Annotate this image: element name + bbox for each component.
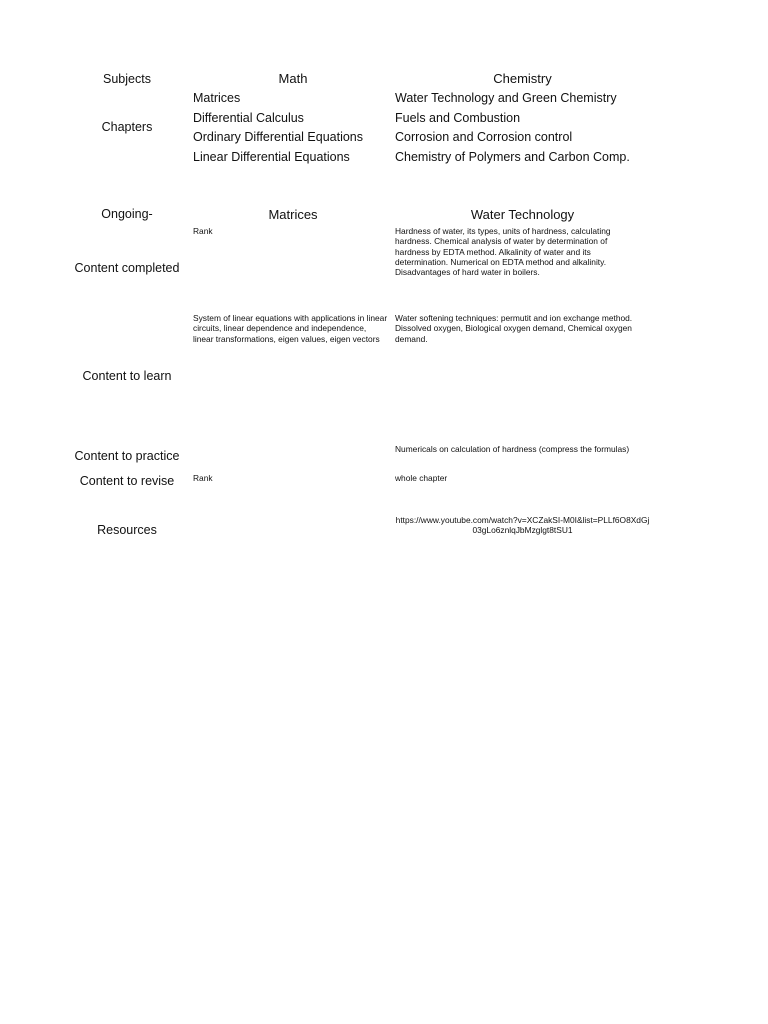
chemistry-chapter-list [395, 89, 650, 167]
chemistry-chapter-item: Fuels and Combustion [395, 110, 521, 125]
math-chapter-item: Matrices [193, 91, 241, 105]
chemistry-resource-link[interactable]: https://www.youtube.com/watch?v=XCZakSI-M0I&list=PLLf6O8XdGj03gLo6znlqJbMzglgt8tSU1 [395, 515, 650, 536]
chemistry-chapter-item: Water Technology and Green Chemistry [395, 91, 617, 105]
chemistry-subject-header: Chemistry [493, 71, 552, 86]
math-subject-header: Math [278, 71, 308, 86]
label-resources: Resources [97, 523, 157, 537]
chemistry-content-to-revise: whole chapter [395, 473, 448, 483]
math-content-to-revise: Rank [193, 473, 213, 483]
math-content-to-learn: System of linear equations with applications in linear circuits, linear dependence and independence, linear transformations, eigen values, eigen vectors [193, 313, 388, 344]
math-chapter-list [193, 89, 393, 167]
label-ongoing: Ongoing- [101, 207, 153, 221]
math-chapter-item: Differential Calculus [193, 110, 304, 125]
chemistry-content-to-practice: Numericals on calculation of hardness (compress the formulas) [395, 444, 630, 454]
math-chapter-item: Ordinary Differential Equations [193, 130, 363, 144]
label-content-completed: Content completed [74, 261, 180, 275]
label-content-to-learn: Content to learn [82, 369, 172, 383]
chemistry-content-to-learn: Water softening techniques: permutit and ion exchange method. Dissolved oxygen, Biological oxygen demand, Chemical oxygen demand. [395, 313, 633, 344]
label-content-to-practice: Content to practice [74, 449, 180, 463]
chemistry-content-completed: Hardness of water, its types, units of hardness, calculating hardness. Chemical analysis of water by determination of hardness by EDTA method. Alkalinity of water and its determination. Numerical on EDTA method and alkalinity. Disadvantages of hard water in boilers. [395, 226, 611, 278]
chemistry-chapter-item: Chemistry of Polymers and Carbon Comp. [395, 149, 630, 164]
chemistry-chapter-item: Corrosion and Corrosion control [395, 130, 573, 144]
math-content-completed: Rank [193, 226, 213, 236]
label-chapters: Chapters [101, 120, 153, 134]
label-content-to-revise: Content to revise [79, 474, 175, 488]
math-ongoing-chapter: Matrices [268, 207, 318, 222]
label-subjects: Subjects [103, 72, 151, 86]
math-chapter-item: Linear Differential Equations [193, 149, 350, 164]
chemistry-ongoing-chapter: Water Technology [470, 207, 575, 222]
